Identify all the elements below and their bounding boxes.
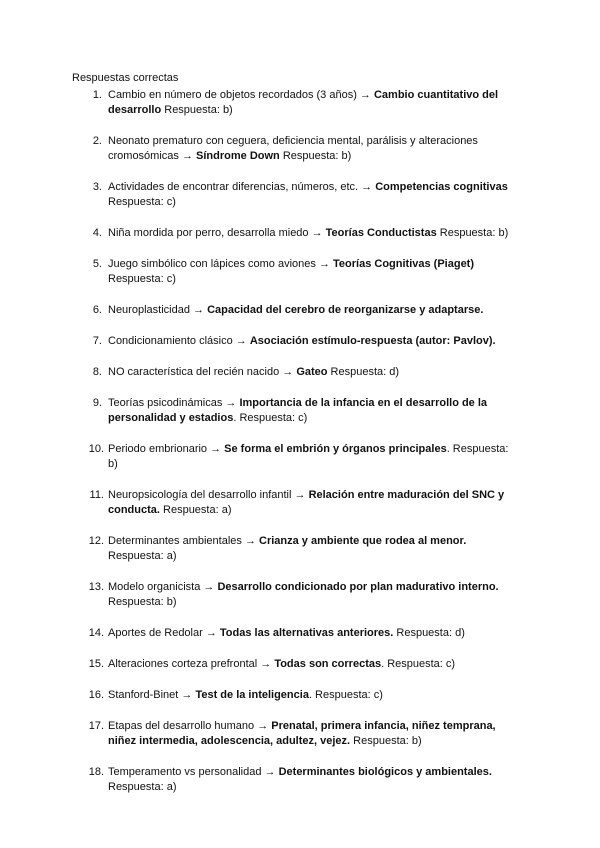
list-item — [0, 226, 600, 241]
list-item — [0, 657, 600, 672]
item-number: 10. — [88, 443, 104, 455]
item-answer: Capacidad del cerebro de reorganizarse y adaptarse. — [207, 304, 484, 316]
item-answer: Determinantes biológicos y ambientales. — [278, 766, 492, 778]
item-answer: Desarrollo condicionado por plan madurativo interno. — [217, 581, 499, 593]
item-question: Determinantes ambientales → — [108, 535, 260, 547]
item-answer: Síndrome Down — [196, 150, 280, 162]
list-item — [0, 688, 600, 703]
item-response: . Respuesta: c) — [381, 658, 456, 670]
item-question: Teorías psicodinámicas → — [108, 397, 240, 409]
list-item — [0, 365, 600, 380]
item-answer: Prenatal, primera infancia, niñez temprana, niñez intermedia, adolescencia, adultez, vejez. — [108, 720, 496, 747]
item-response: Respuesta: b) — [350, 735, 422, 747]
item-response: Respuesta: d) — [393, 627, 465, 639]
item-question: Niña mordida por perro, desarrolla miedo → — [108, 227, 326, 239]
item-question: Neonato prematuro con ceguera, deficiencia mental, parálisis y alteraciones cromosómicas → — [108, 135, 478, 162]
list-item — [0, 303, 600, 318]
item-response: Respuesta: b) — [279, 150, 352, 162]
list-item — [0, 719, 600, 749]
list-item — [0, 88, 600, 118]
item-question: Juego simbólico con lápices como aviones → — [108, 258, 334, 270]
item-number: 14. — [88, 627, 104, 639]
list-item — [0, 442, 600, 472]
item-response: Respuesta: a) — [108, 781, 177, 793]
list-item — [0, 134, 600, 164]
item-number: 4. — [92, 227, 102, 239]
item-question: Neuropsicología del desarrollo infantil → — [108, 489, 309, 501]
answer-list — [0, 86, 600, 795]
item-number: 6. — [92, 304, 102, 316]
item-question: Actividades de encontrar diferencias, números, etc. → — [108, 181, 376, 193]
list-item — [0, 626, 600, 641]
item-number: 16. — [88, 689, 104, 701]
item-number: 5. — [92, 258, 102, 270]
item-question: Aportes de Redolar → — [108, 627, 220, 639]
item-number: 17. — [88, 720, 104, 732]
item-answer: Cambio cuantitativo del desarrollo — [108, 89, 499, 116]
item-answer: Todas las alternativas anteriores. — [219, 627, 394, 639]
item-question: Etapas del desarrollo humano → — [108, 720, 272, 732]
item-number: 8. — [92, 366, 102, 378]
item-response: Respuesta: a) — [108, 550, 177, 562]
item-response: Respuesta: b) — [161, 104, 233, 116]
item-number: 15. — [88, 658, 104, 670]
item-number: 1. — [92, 89, 102, 101]
item-answer: Relación entre maduración del SNC y conducta. — [108, 489, 505, 516]
item-response: . Respuesta: c) — [233, 412, 308, 424]
item-answer: Test de la inteligencia — [195, 689, 309, 701]
item-response: Respuesta: a) — [159, 504, 232, 516]
item-question: Temperamento vs personalidad → — [108, 766, 279, 778]
list-item — [0, 534, 600, 564]
item-number: 7. — [92, 335, 102, 347]
list-item — [0, 257, 600, 287]
item-question: Neuroplasticidad → — [108, 304, 208, 316]
item-answer: Teorías Conductistas — [325, 227, 437, 239]
list-item — [0, 334, 600, 349]
item-number: 18. — [88, 766, 104, 778]
item-response: Respuesta: d) — [327, 366, 400, 378]
item-answer: Crianza y ambiente que rodea al menor. — [259, 535, 467, 547]
item-answer: Competencias cognitivas — [375, 181, 508, 193]
item-question: Periodo embrionario → — [108, 443, 225, 455]
item-number: 12. — [88, 535, 104, 547]
item-question: Stanford-Binet → — [108, 689, 196, 701]
item-question: Condicionamiento clásico → — [108, 335, 250, 347]
item-answer: Teorías Cognitivas (Piaget) — [333, 258, 475, 270]
item-number: 3. — [92, 181, 102, 193]
item-number: 11. — [89, 489, 104, 501]
list-item — [0, 396, 600, 426]
list-item — [0, 180, 600, 210]
item-response: . Respuesta: c) — [308, 689, 383, 701]
item-response: Respuesta: b) — [436, 227, 509, 239]
item-number: 9. — [92, 397, 102, 409]
list-item — [0, 580, 600, 610]
list-item — [0, 765, 600, 795]
item-response: Respuesta: c) — [108, 273, 176, 285]
item-number: 13. — [88, 581, 104, 593]
item-question: Alteraciones corteza prefrontal → — [108, 658, 275, 670]
item-response: Respuesta: c) — [108, 196, 176, 208]
item-answer: Se forma el embrión y órganos principales — [224, 443, 447, 455]
item-answer: Asociación estímulo-respuesta (autor: Pavlov). — [249, 335, 496, 347]
item-question: Cambio en número de objetos recordados (3 años) → — [108, 89, 374, 101]
item-answer: Importancia de la infancia en el desarrollo de la personalidad y estadios — [108, 397, 488, 424]
item-answer: Gateo — [296, 366, 328, 378]
item-question: Modelo organicista → — [108, 581, 218, 593]
page-title: Respuestas correctas — [72, 72, 179, 84]
item-response: Respuesta: b) — [108, 596, 177, 608]
item-response: . Respuesta: b) — [108, 443, 509, 470]
list-item — [0, 488, 600, 518]
item-number: 2. — [92, 135, 102, 147]
item-question: NO característica del recién nacido → — [108, 366, 297, 378]
item-answer: Todas son correctas — [274, 658, 382, 670]
